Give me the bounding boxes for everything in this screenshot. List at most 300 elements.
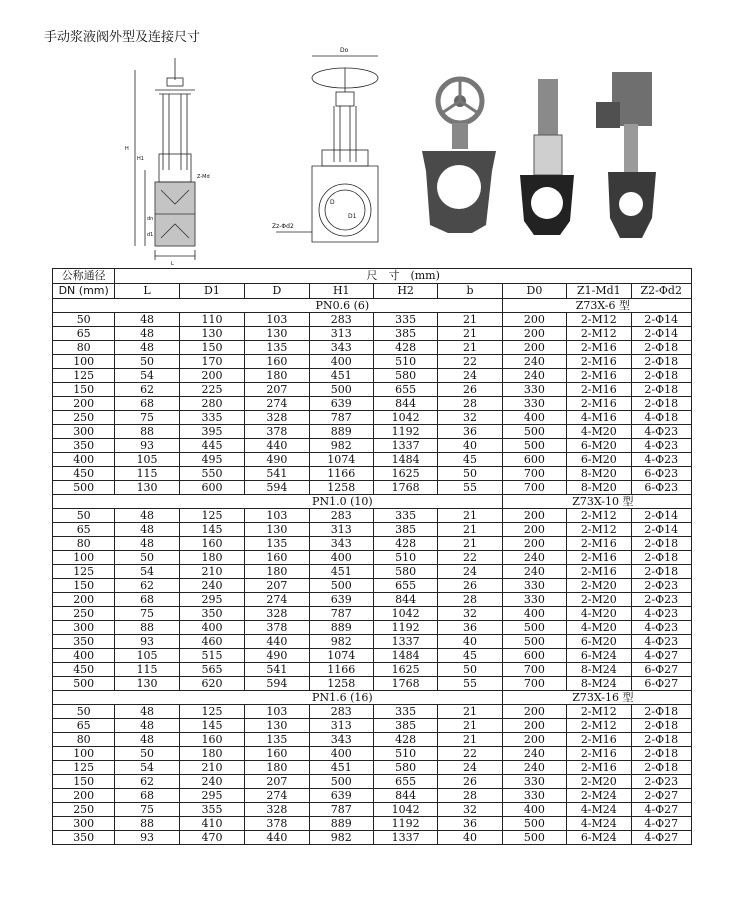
table-cell: 6-Φ23 [631,481,692,495]
table-cell: 335 [373,705,437,719]
table-cell: 8-M24 [567,663,631,677]
table-cell: 8-M20 [567,467,631,481]
table-cell: 2-Φ18 [631,397,692,411]
table-row [53,341,692,355]
table-cell: 2-Φ18 [631,355,692,369]
table-cell: 400 [179,621,244,635]
table-cell: 313 [309,327,373,341]
table-cell: 4-M20 [567,621,631,635]
table-row [53,313,692,327]
table-cell: 200 [179,369,244,383]
table-cell: 93 [115,635,179,649]
table-cell: 21 [438,341,502,355]
table-cell: 343 [309,537,373,551]
table-cell: 385 [373,719,437,733]
table-cell: 8-M20 [567,481,631,495]
table-cell: 6-Φ23 [631,467,692,481]
table-cell: 4-M20 [567,607,631,621]
table-cell: 655 [373,579,437,593]
table-cell: 445 [179,439,244,453]
table-cell: 2-Φ18 [631,733,692,747]
table-row [53,467,692,481]
table-row [53,383,692,397]
table-cell: 400 [53,649,115,663]
table-cell: 200 [53,789,115,803]
table-cell: 639 [309,789,373,803]
table-row [53,425,692,439]
table-cell: 250 [53,803,115,817]
table-cell: 2-Φ18 [631,705,692,719]
table-cell: 2-Φ18 [631,537,692,551]
table-cell: 335 [179,411,244,425]
table-cell: 50 [438,467,502,481]
table-cell: 6-M20 [567,635,631,649]
table-cell: 160 [245,355,309,369]
table-cell: 22 [438,747,502,761]
table-cell: 130 [245,327,309,341]
table-cell: 655 [373,383,437,397]
table-cell: 40 [438,635,502,649]
table-cell: 350 [53,635,115,649]
table-cell: 400 [53,453,115,467]
table-cell: 550 [179,467,244,481]
table-row [53,789,692,803]
table-cell: 24 [438,761,502,775]
table-cell: 160 [245,551,309,565]
table-cell: 500 [502,425,566,439]
dimension-table [52,268,692,845]
table-cell: 844 [373,789,437,803]
table-row [53,621,692,635]
table-cell: 889 [309,621,373,635]
table-cell: 1042 [373,411,437,425]
table-cell: 32 [438,607,502,621]
table-cell: 4-Φ27 [631,803,692,817]
table-cell: 160 [179,537,244,551]
table-cell: 2-Φ18 [631,747,692,761]
table-cell: 1625 [373,467,437,481]
table-cell: 639 [309,593,373,607]
table-cell: 200 [502,509,566,523]
table-cell: 54 [115,565,179,579]
table-cell: 6-Φ27 [631,663,692,677]
table-cell: 594 [245,677,309,691]
table-row [53,775,692,789]
table-cell: 50 [53,313,115,327]
table-cell: 68 [115,789,179,803]
table-cell: 100 [53,747,115,761]
table-cell: 80 [53,341,115,355]
table-cell: 1337 [373,831,437,845]
table-cell: 65 [53,327,115,341]
table-cell: 28 [438,397,502,411]
table-cell: 200 [502,313,566,327]
table-cell: 200 [502,327,566,341]
table-cell: 2-M12 [567,705,631,719]
table-cell: 2-M24 [567,789,631,803]
table-cell: 240 [502,747,566,761]
table-cell: 48 [115,341,179,355]
table-cell: 2-M16 [567,369,631,383]
table-cell: 2-M16 [567,397,631,411]
table-cell: 500 [502,621,566,635]
table-cell: 103 [245,705,309,719]
label-L: L [171,261,174,267]
table-cell: 48 [115,733,179,747]
table-cell: 130 [115,677,179,691]
table-cell: 1042 [373,803,437,817]
table-cell: 26 [438,775,502,789]
table-cell: 8-M24 [567,677,631,691]
table-cell: 2-Φ18 [631,761,692,775]
table-cell: 24 [438,369,502,383]
table-cell: 93 [115,831,179,845]
table-cell: 210 [179,565,244,579]
label-zz: Zz-Φd2 [272,223,294,230]
table-cell: 2-Φ18 [631,565,692,579]
table-cell: 274 [245,789,309,803]
col-header-H1: H1 [309,284,373,299]
table-cell: 889 [309,425,373,439]
table-cell: 378 [245,621,309,635]
table-row [53,747,692,761]
table-cell: 200 [502,733,566,747]
table-row [53,355,692,369]
table-cell: 594 [245,481,309,495]
table-cell: 6-Φ27 [631,677,692,691]
table-cell: 62 [115,383,179,397]
table-cell: 45 [438,453,502,467]
table-row [53,453,692,467]
table-cell: 2-M12 [567,719,631,733]
table-row [53,565,692,579]
table-cell: 495 [179,453,244,467]
section-pressure: PN1.6 (16) [53,691,503,705]
table-cell: 1074 [309,453,373,467]
table-cell: 4-Φ27 [631,831,692,845]
table-row [53,327,692,341]
table-cell: 330 [502,397,566,411]
table-cell: 4-Φ23 [631,607,692,621]
table-cell: 50 [115,747,179,761]
valve-photo-handwheel [412,75,502,245]
table-cell: 4-M16 [567,411,631,425]
table-cell: 48 [115,327,179,341]
table-cell: 6-M24 [567,649,631,663]
table-cell: 1042 [373,607,437,621]
label-zmd: Z-Md [197,174,210,180]
table-cell: 68 [115,397,179,411]
table-cell: 500 [309,579,373,593]
table-cell: 2-M12 [567,327,631,341]
dn-header-line2: DN (mm) [53,284,115,299]
table-cell: 451 [309,369,373,383]
label-D: D [330,199,335,206]
table-cell: 50 [53,509,115,523]
table-cell: 283 [309,509,373,523]
table-cell: 787 [309,607,373,621]
table-cell: 115 [115,663,179,677]
table-cell: 2-M20 [567,593,631,607]
table-cell: 313 [309,523,373,537]
table-cell: 26 [438,383,502,397]
table-cell: 207 [245,775,309,789]
table-cell: 110 [179,313,244,327]
table-cell: 150 [53,775,115,789]
table-cell: 2-M20 [567,775,631,789]
table-cell: 500 [502,831,566,845]
table-cell: 145 [179,523,244,537]
table-cell: 250 [53,411,115,425]
table-cell: 787 [309,411,373,425]
table-cell: 844 [373,593,437,607]
table-cell: 330 [502,789,566,803]
valve-photo-cylinder [512,75,582,245]
table-row [53,677,692,691]
table-cell: 330 [502,579,566,593]
table-cell: 451 [309,565,373,579]
table-cell: 328 [245,803,309,817]
section-pressure: PN0.6 (6) [53,299,503,313]
table-cell: 2-M16 [567,733,631,747]
table-cell: 240 [179,579,244,593]
table-cell: 700 [502,467,566,481]
table-cell: 1166 [309,663,373,677]
table-cell: 6-M24 [567,831,631,845]
table-cell: 600 [502,453,566,467]
valve-side-drawing [105,50,215,268]
table-cell: 565 [179,663,244,677]
table-cell: 400 [502,411,566,425]
table-cell: 50 [53,705,115,719]
table-cell: 36 [438,817,502,831]
table-cell: 200 [502,523,566,537]
table-cell: 400 [502,607,566,621]
table-row [53,509,692,523]
header-row-2 [53,284,692,299]
table-cell: 36 [438,425,502,439]
label-D1: D1 [348,213,357,220]
table-cell: 36 [438,621,502,635]
table-row [53,663,692,677]
table-cell: 2-Φ14 [631,523,692,537]
table-row [53,649,692,663]
table-cell: 510 [373,355,437,369]
table-cell: 200 [502,537,566,551]
table-row [53,803,692,817]
table-cell: 100 [53,551,115,565]
table-cell: 88 [115,425,179,439]
table-cell: 48 [115,313,179,327]
table-cell: 1768 [373,481,437,495]
table-cell: 200 [53,397,115,411]
table-cell: 2-M16 [567,355,631,369]
table-cell: 295 [179,593,244,607]
table-cell: 2-Φ23 [631,775,692,789]
table-cell: 103 [245,509,309,523]
table-cell: 240 [502,355,566,369]
table-cell: 400 [309,355,373,369]
table-cell: 470 [179,831,244,845]
table-cell: 26 [438,579,502,593]
table-cell: 240 [502,369,566,383]
table-cell: 541 [245,467,309,481]
section-model: Z73X-16 型 [502,691,691,705]
table-cell: 125 [53,565,115,579]
table-cell: 48 [115,705,179,719]
table-cell: 4-Φ23 [631,439,692,453]
header-row-1 [53,269,692,284]
table-cell: 125 [179,705,244,719]
table-cell: 200 [53,593,115,607]
section-header-row [53,299,692,313]
table-cell: 2-Φ14 [631,327,692,341]
table-cell: 1192 [373,817,437,831]
col-header-b: b [438,284,502,299]
table-cell: 6-M20 [567,453,631,467]
table-cell: 65 [53,719,115,733]
table-cell: 88 [115,817,179,831]
table-cell: 75 [115,411,179,425]
table-cell: 400 [309,551,373,565]
table-cell: 580 [373,761,437,775]
table-cell: 115 [115,467,179,481]
table-cell: 135 [245,341,309,355]
table-cell: 4-M20 [567,425,631,439]
table-cell: 4-M24 [567,803,631,817]
section-model: Z73X-6 型 [502,299,691,313]
table-cell: 2-Φ18 [631,369,692,383]
table-cell: 200 [502,719,566,733]
table-cell: 62 [115,775,179,789]
table-cell: 24 [438,565,502,579]
table-cell: 283 [309,313,373,327]
table-cell: 1337 [373,439,437,453]
col-header-D0: D0 [502,284,566,299]
table-cell: 180 [179,551,244,565]
table-cell: 145 [179,719,244,733]
table-cell: 180 [245,369,309,383]
dn-header-line1: 公称通径 [53,269,115,284]
table-cell: 250 [53,607,115,621]
table-cell: 1484 [373,453,437,467]
table-cell: 1074 [309,649,373,663]
table-cell: 21 [438,509,502,523]
table-cell: 295 [179,789,244,803]
table-cell: 48 [115,509,179,523]
table-cell: 428 [373,341,437,355]
table-cell: 21 [438,327,502,341]
table-cell: 105 [115,649,179,663]
col-header-Z1: Z1-Md1 [567,284,631,299]
label-d1: d1 [147,232,154,238]
table-row [53,481,692,495]
col-header-H2: H2 [373,284,437,299]
table-row [53,537,692,551]
table-cell: 32 [438,411,502,425]
table-cell: 2-Φ23 [631,593,692,607]
table-cell: 450 [53,467,115,481]
table-cell: 45 [438,649,502,663]
table-cell: 130 [245,523,309,537]
table-cell: 330 [502,383,566,397]
table-cell: 80 [53,733,115,747]
table-cell: 378 [245,425,309,439]
table-cell: 1337 [373,635,437,649]
table-cell: 4-Φ27 [631,817,692,831]
table-cell: 1625 [373,663,437,677]
col-header-D: D [245,284,309,299]
table-cell: 440 [245,439,309,453]
table-cell: 2-Φ18 [631,551,692,565]
table-cell: 240 [179,775,244,789]
table-cell: 2-Φ18 [631,719,692,733]
table-cell: 135 [245,733,309,747]
table-cell: 125 [53,761,115,775]
table-cell: 580 [373,565,437,579]
table-cell: 490 [245,649,309,663]
table-cell: 328 [245,607,309,621]
table-cell: 4-Φ18 [631,411,692,425]
table-cell: 150 [179,341,244,355]
table-cell: 130 [179,327,244,341]
table-cell: 1258 [309,481,373,495]
table-cell: 21 [438,523,502,537]
table-cell: 982 [309,831,373,845]
table-cell: 460 [179,635,244,649]
table-cell: 125 [179,509,244,523]
table-cell: 180 [245,565,309,579]
table-cell: 93 [115,439,179,453]
table-cell: 982 [309,635,373,649]
table-cell: 160 [245,747,309,761]
table-cell: 2-M16 [567,537,631,551]
table-cell: 40 [438,439,502,453]
col-header-D1: D1 [179,284,244,299]
table-row [53,397,692,411]
table-cell: 2-Φ23 [631,579,692,593]
table-cell: 50 [438,663,502,677]
page-title: 手动浆液阀外型及连接尺寸 [44,30,201,45]
table-row [53,831,692,845]
table-row [53,817,692,831]
table-cell: 4-Φ23 [631,635,692,649]
table-cell: 62 [115,579,179,593]
table-cell: 580 [373,369,437,383]
table-cell: 500 [502,635,566,649]
table-cell: 48 [115,719,179,733]
section-header-row [53,691,692,705]
table-cell: 400 [309,747,373,761]
table-cell: 240 [502,761,566,775]
table-cell: 515 [179,649,244,663]
table-cell: 105 [115,453,179,467]
table-cell: 88 [115,621,179,635]
table-cell: 28 [438,593,502,607]
table-cell: 170 [179,355,244,369]
table-cell: 22 [438,355,502,369]
table-cell: 1258 [309,677,373,691]
section-header-row [53,495,692,509]
table-cell: 54 [115,369,179,383]
table-cell: 300 [53,621,115,635]
table-cell: 343 [309,341,373,355]
table-cell: 75 [115,803,179,817]
table-cell: 328 [245,411,309,425]
table-cell: 385 [373,327,437,341]
table-cell: 200 [502,341,566,355]
table-cell: 2-M12 [567,523,631,537]
